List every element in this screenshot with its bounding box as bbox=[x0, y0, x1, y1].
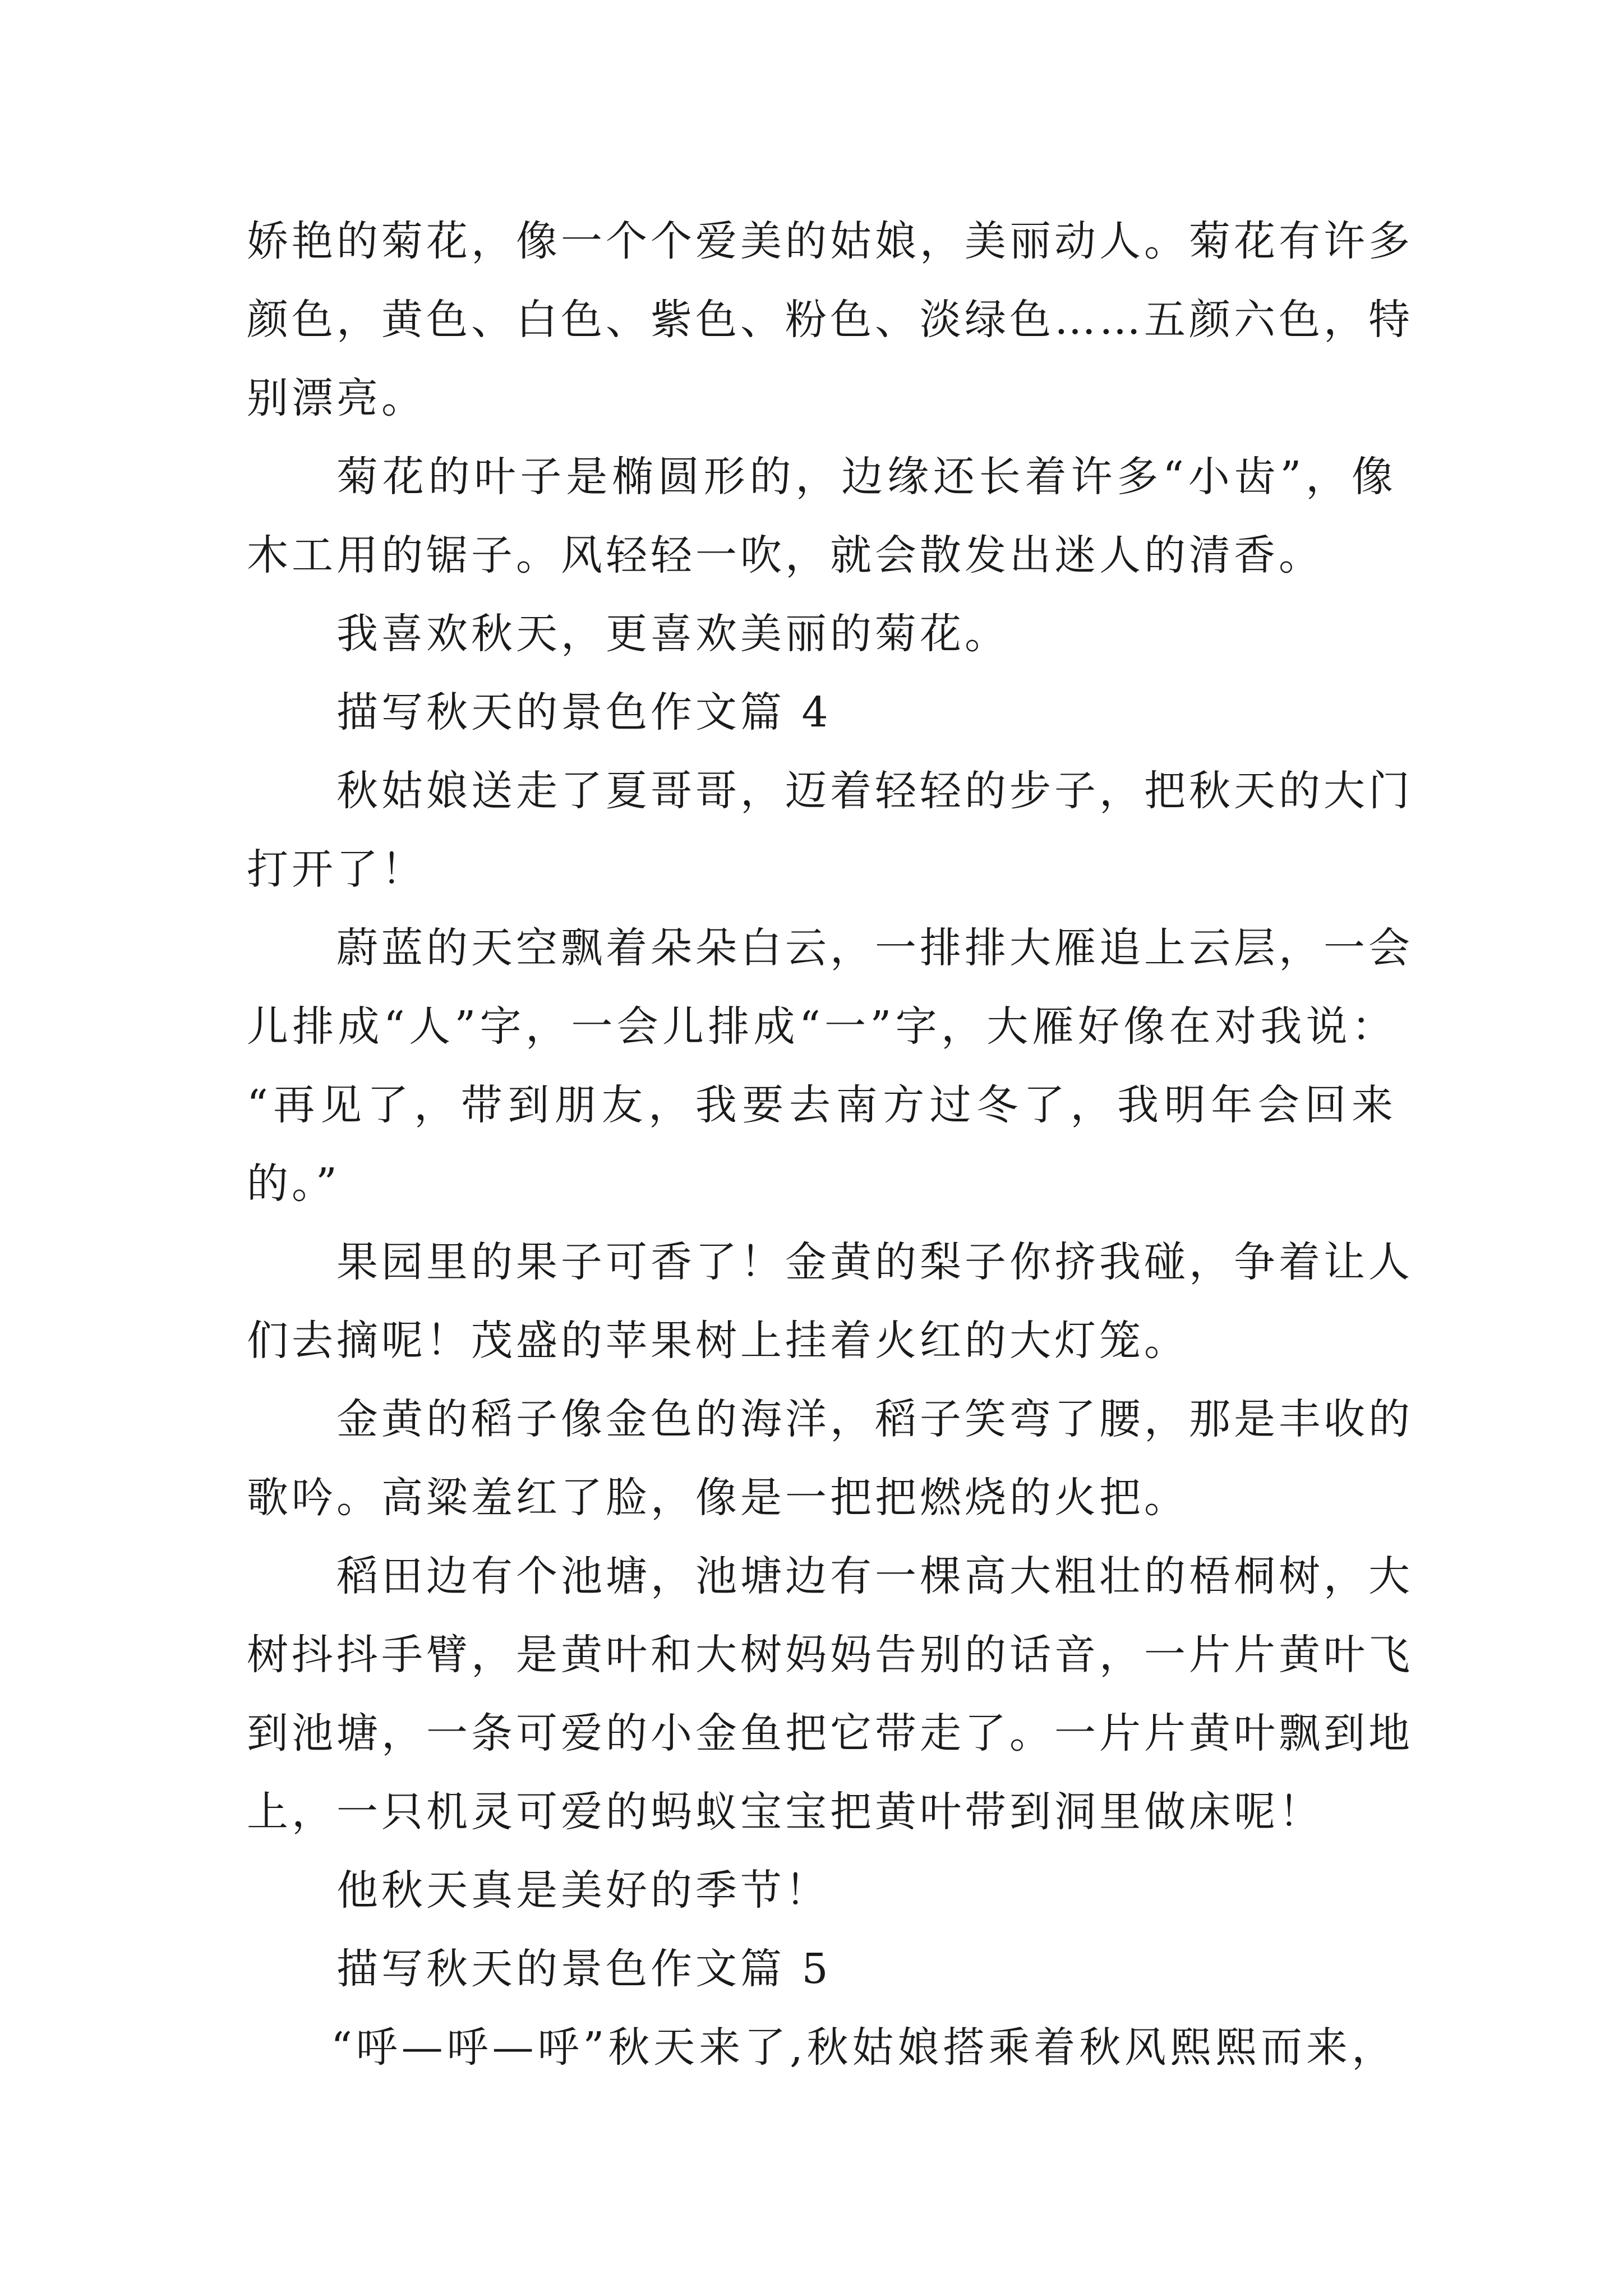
text-line-8: 秋姑娘送走了夏哥哥，迈着轻轻的步子，把秋天的大门 bbox=[336, 767, 1413, 815]
text-line-4: 菊花的叶子是椭圆形的，边缘还长着许多“小齿”，像 bbox=[336, 453, 1396, 501]
text-line-18: 稻田边有个池塘，池塘边有一棵高大粗壮的梧桐树，大 bbox=[336, 1552, 1413, 1600]
text-line-21: 上，一只机灵可爱的蚂蚁宝宝把黄叶带到洞里做床呢！ bbox=[247, 1788, 1324, 1836]
text-line-11: 儿排成“人”字，一会儿排成“一”字，大雁好像在对我说： bbox=[247, 1002, 1396, 1051]
text-line-3: 别漂亮。 bbox=[247, 374, 426, 422]
text-line-5: 木工用的锯子。风轻轻一吹，就会散发出迷人的清香。 bbox=[247, 531, 1324, 579]
text-line-2: 颜色，黄色、白色、紫色、粉色、淡绿色……五颜六色，特 bbox=[247, 296, 1413, 344]
text-line-24: “呼—呼—呼”秋天来了,秋姑娘搭乘着秋风熙熙而来， bbox=[331, 2023, 1396, 2072]
text-line-17: 歌吟。高粱羞红了脸，像是一把把燃烧的火把。 bbox=[247, 1474, 1189, 1522]
text-line-14: 果园里的果子可香了！金黄的梨子你挤我碰，争着让人 bbox=[336, 1238, 1413, 1286]
text-line-1: 娇艳的菊花，像一个个爱美的姑娘，美丽动人。菊花有许多 bbox=[247, 217, 1413, 265]
text-line-12: “再见了，带到朋友，我要去南方过冬了，我明年会回来 bbox=[247, 1081, 1396, 1129]
text-line-19: 树抖抖手臂，是黄叶和大树妈妈告别的话音，一片片黄叶飞 bbox=[247, 1631, 1413, 1679]
text-line-6: 我喜欢秋天，更喜欢美丽的菊花。 bbox=[336, 610, 1009, 658]
text-line-15: 们去摘呢！茂盛的苹果树上挂着火红的大灯笼。 bbox=[247, 1317, 1189, 1365]
text-line-16: 金黄的稻子像金色的海洋，稻子笑弯了腰，那是丰收的 bbox=[336, 1395, 1413, 1443]
text-line-10: 蔚蓝的天空飘着朵朵白云，一排排大雁追上云层，一会 bbox=[336, 924, 1413, 972]
section-heading-5: 描写秋天的景色作文篇 5 bbox=[336, 1945, 832, 1993]
text-line-22: 他秋天真是美好的季节！ bbox=[336, 1866, 830, 1915]
section-heading-4: 描写秋天的景色作文篇 4 bbox=[336, 688, 832, 737]
text-line-20: 到池塘，一条可爱的小金鱼把它带走了。一片片黄叶飘到地 bbox=[247, 1709, 1413, 1757]
text-line-9: 打开了！ bbox=[247, 845, 426, 894]
text-line-13: 的。” bbox=[247, 1159, 340, 1208]
